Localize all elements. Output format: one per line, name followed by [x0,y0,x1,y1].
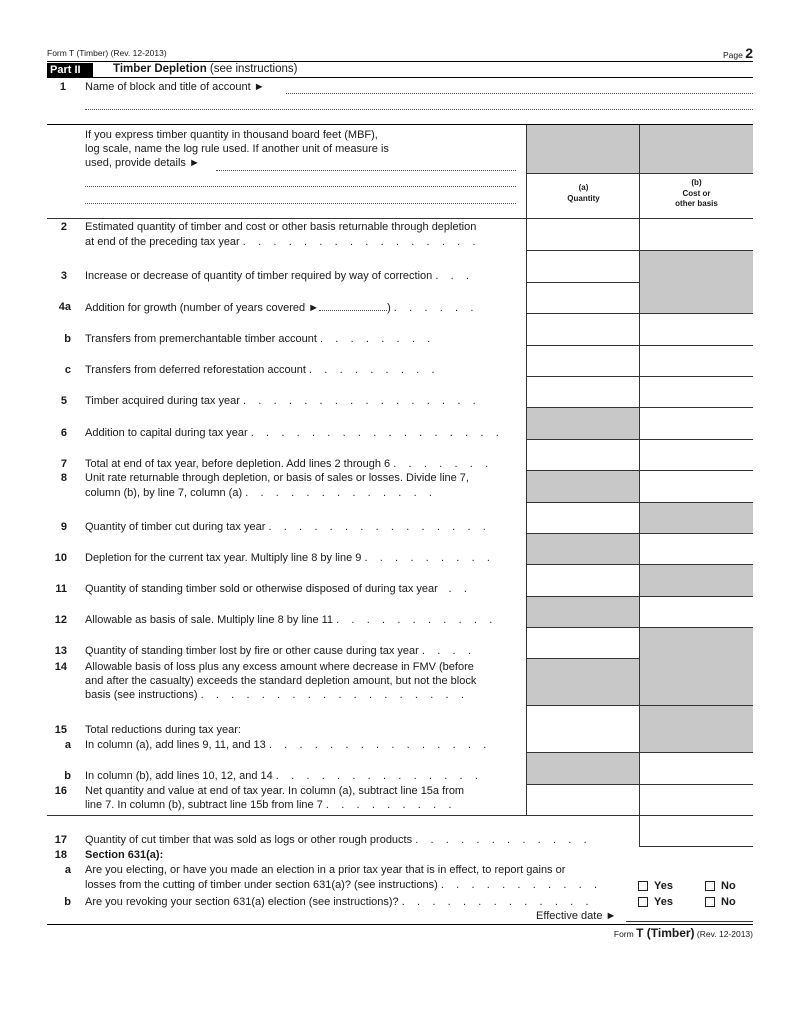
col-a-header [527,183,640,204]
unit-note-1: If you express timber quantity in thousand board feet (MBF), [85,129,378,141]
line-17-label: Quantity of cut timber that was sold as logs or other rough products [85,834,413,846]
grid-h-784 [526,784,753,785]
shade-15a-b [640,705,753,752]
line-4a-label: Addition for growth (number of years covered ► [85,302,320,314]
leader-dots: . . . . . . . . . [364,552,495,564]
leader-dots: . . . . [421,645,476,657]
header-shade [527,125,753,173]
growth-years-field[interactable] [319,300,387,311]
line-15a-text [85,738,491,753]
line-2-text-2-label: at end of the preceding tax year [85,236,240,248]
line-4b-text [85,332,435,347]
footer-rev: (Rev. 12-2013) [696,929,753,939]
line-8-text-2-label: column (b), by line 7, column (a) [85,487,243,499]
checkbox[interactable] [638,881,648,891]
shade-14-a [527,658,640,705]
line17-left-border [639,815,640,846]
line-1-text: Name of block and title of account ► [85,81,265,93]
line-18a-text-2 [85,878,602,893]
leader-dots: . . . . . . . . . . . . . [401,896,594,908]
line-4c-text [85,363,439,378]
line-10-label: Depletion for the current tax year. Multiply line 8 by line 9 [85,552,362,564]
line-18a-text-1: Are you electing, or have you made an election in a prior tax year that is in effect, to report gains or [85,864,566,876]
col-b-label-2: other basis [675,199,718,208]
line-18a-text-2-label: losses from the cutting of timber under section 631(a)? (see instructions) [85,879,438,891]
line-18b-no[interactable] [705,895,736,909]
leader-dots: . . . . . . . . . . . . . . . . [242,395,481,407]
line-18-num: 18 [54,849,67,861]
line-15-num: 15 [54,724,67,736]
line-7-label: Total at end of tax year, before depletion. Add lines 2 through 6 [85,458,391,470]
shade-12-a [527,596,640,628]
shade-11-b [640,564,753,596]
leader-dots: . . . . . . . . . . . . . [245,487,437,499]
line-14-text-3 [85,688,469,703]
grid-h-533 [526,533,753,534]
leader-dots: . . . . . . . . . [325,799,457,811]
line-15b-num: b [64,770,71,782]
leader-dots: . . . . . . . . . . . . [415,834,592,846]
line-18-text: Section 631(a): [85,849,164,861]
part-label: Part II [47,63,93,77]
unit-note-3: used, provide details ► [85,157,200,169]
line-16-text-1: Net quantity and value at end of tax year. In column (a), subtract line 15a from [85,785,465,797]
line-5-num: 5 [60,395,67,407]
shade-9-b [640,502,753,534]
line-10-num: 10 [54,552,67,564]
grid-h-627 [526,627,753,628]
effective-date-field[interactable] [626,921,753,922]
line-13-num: 13 [54,645,67,657]
shade-15b-a [527,752,640,784]
line-14-num: 14 [54,661,67,673]
line-7-num: 7 [60,458,67,470]
leader-dots: . . . . . . . . . . . . . . [275,770,483,782]
footer-prefix: Form [613,929,634,939]
line-6-label: Addition to capital during tax year [85,427,248,439]
line-13-label: Quantity of standing timber lost by fire or other cause during tax year [85,645,419,657]
line-16-text-2-label: line 7. In column (b), subtract line 15b from line 7 [85,799,323,811]
line-18b-label: Are you revoking your section 631(a) election (see instructions)? [85,896,399,908]
top-rule [47,61,753,62]
leader-dots: . . . . . . . . . . . . . . . [268,739,491,751]
line-4a-text [85,300,478,316]
line-6-text [85,426,503,441]
line-18b-text [85,895,593,910]
line-2-text-2 [85,235,480,250]
grid-h-815 [47,815,753,816]
leader-dots: . . . . . . . . . . . [440,879,602,891]
unit-details-field[interactable] [216,170,516,171]
line-7-text [85,457,493,472]
leader-dots: . . . . . . . . . . . . . . . [268,521,491,533]
yes-label: Yes [654,896,673,908]
line-11-text [85,582,472,597]
grid-h-313 [526,313,753,314]
block-name-field-2[interactable] [85,109,753,110]
grid-h-596 [526,596,753,597]
grid-h-564 [526,564,753,565]
no-label: No [721,880,736,892]
line-4b-num: b [64,333,71,345]
leader-dots: . . [440,583,472,595]
line-15-text: Total reductions during tax year: [85,724,241,736]
checkbox[interactable] [638,897,648,907]
line-1-num: 1 [59,81,66,93]
leader-dots: . . . . . . . . . . . [336,614,497,626]
effective-date-label: Effective date ► [536,910,617,922]
line-13-text [85,644,476,659]
part-title-text: Timber Depletion [113,63,207,75]
line-6-num: 6 [60,427,67,439]
line-2-num: 2 [60,221,67,233]
unit-note-2: log scale, name the log rule used. If another unit of measure is [85,143,389,155]
line-3-num: 3 [60,270,67,282]
line-16-text-2 [85,798,456,813]
line-18a-no[interactable] [705,879,736,893]
grid-h-752 [526,752,753,753]
line-5-text [85,394,480,409]
line-11-num: 11 [55,583,67,595]
checkbox[interactable] [705,897,715,907]
grid-h-345 [526,345,753,346]
line-4a-num: 4a [58,301,71,313]
line-8-text-2 [85,486,437,501]
line-14-text-1: Allowable basis of loss plus any excess amount where decrease in FMV (before [85,661,474,673]
grid-h-282 [526,282,639,283]
grid-h-218 [47,218,753,219]
part-rule [47,77,753,78]
line-9-label: Quantity of timber cut during tax year [85,521,266,533]
line-18a-num: a [64,864,71,876]
line-17-text [85,833,591,848]
page-indicator [723,45,753,61]
line-3-text [85,269,474,284]
leader-dots: . . . . . . . . . . . . . . . . . [250,427,504,439]
line-16-num: 16 [54,785,67,797]
unit-details-field-2[interactable] [85,186,516,187]
no-label: No [721,896,736,908]
leader-dots: . . . . . . . . . . . . . . . . . . [200,689,469,701]
leader-dots: . . . . . . . . . [308,364,440,376]
col-b-label-1: Cost or [682,188,711,198]
line-8-num: 8 [60,472,67,484]
line-11-label: Quantity of standing timber sold or otherwise disposed of during tax year [85,583,438,595]
form-id: Form T (Timber) (Rev. 12-2013) [47,48,167,58]
line-9-num: 9 [60,521,67,533]
line-15a-num: a [64,739,71,751]
line-4a-paren: ) [387,302,391,314]
leader-dots: . . . . . . [393,302,479,314]
line-10-text [85,551,495,566]
grid-h-658 [526,658,639,659]
leader-dots: . . . . . . . . . . . . . . . . [242,236,481,248]
footer [614,926,753,940]
line-14-text-2: and after the casualty) exceeds the standard depletion amount, but not the block [85,675,477,687]
line-15a-label: In column (a), add lines 9, 11, and 13 [85,739,266,751]
line-18a-yes[interactable] [638,879,673,893]
line-9-text [85,520,490,535]
line-15b-label: In column (b), add lines 10, 12, and 14 [85,770,273,782]
part-title [113,63,297,75]
grid-h-439 [526,439,753,440]
bottom-rule [47,924,753,925]
line-17-num: 17 [54,834,67,846]
line-12-label: Allowable as basis of sale. Multiply line 8 by line 11 [85,614,334,626]
line-15b-text [85,769,483,784]
grid-h-250 [526,250,753,251]
col-b-header [640,178,753,210]
leader-dots: . . . . . . . [393,458,493,470]
part-title-note: (see instructions) [209,63,298,75]
line-5-label: Timber acquired during tax year [85,395,240,407]
grid-h-376 [526,376,753,377]
line-12-num: 12 [54,614,67,626]
line-4b-label: Transfers from premerchantable timber account [85,333,317,345]
grid-h-705 [526,705,753,706]
page-number: 2 [745,45,753,61]
shade-6-a [527,408,640,440]
page-label: Page [722,50,743,60]
leader-dots: . . . [435,270,474,282]
line-4c-label: Transfers from deferred reforestation account [85,364,306,376]
footer-name: T (Timber) [636,926,695,940]
grid-h-846 [639,846,753,847]
grid-h-502 [526,502,753,503]
checkbox[interactable] [705,881,715,891]
col-b-letter: (b) [691,178,702,187]
line-2-text-1: Estimated quantity of timber and cost or other basis returnable through depletion [85,221,477,233]
line-18b-num: b [64,896,71,908]
grid-h-407 [526,407,753,408]
shade-8-a [527,471,640,503]
shade-10-a [527,533,640,565]
grid-h-173 [526,173,753,174]
grid-h-470 [526,470,753,471]
line-12-text [85,613,497,628]
yes-label: Yes [654,880,673,892]
col-a-letter: (a) [578,183,589,192]
line-18b-yes[interactable] [638,895,673,909]
shade-13-14-b [640,627,753,705]
line-14-text-3-label: basis (see instructions) [85,689,198,701]
unit-details-field-3[interactable] [85,203,516,204]
col-a-label: Quantity [567,193,600,203]
line-4c-num: c [64,364,71,376]
line-3-label: Increase or decrease of quantity of timber required by way of correction [85,270,433,282]
block-name-field[interactable] [286,93,753,94]
line-8-text-1: Unit rate returnable through depletion, or basis of sales or losses. Divide line 7, [85,472,469,484]
shade-3-4a-b [640,251,753,313]
leader-dots: . . . . . . . . [319,333,435,345]
